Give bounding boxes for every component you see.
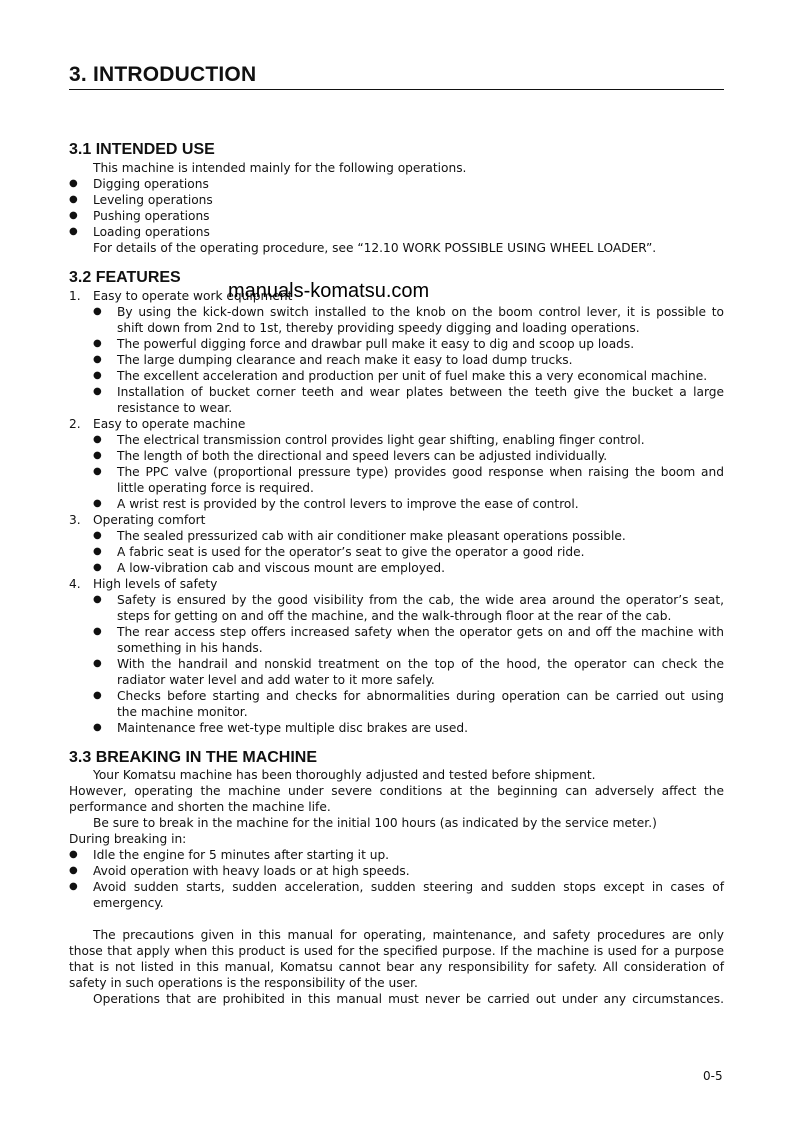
paragraph-line: Be sure to break in the machine for the initial 100 hours (as indicated by the service meter.) xyxy=(93,816,657,830)
paragraph-line: safety in such operations is the responsibility of the user. xyxy=(69,976,418,990)
paragraph-line: However, operating the machine under severe conditions at the beginning can adversely affect the xyxy=(69,784,724,798)
paragraph-line: During breaking in: xyxy=(69,832,187,846)
intended-use-intro: This machine is intended mainly for the following operations. xyxy=(93,161,467,175)
feature-group-label: Easy to operate machine xyxy=(93,417,246,431)
chapter-title: 3. INTRODUCTION xyxy=(69,62,724,90)
paragraph-line: that is not listed in this manual, Komatsu cannot bear any responsibility for safety. All consideration of xyxy=(69,960,724,974)
feature-group-number: 2. xyxy=(69,417,81,431)
feature-item: little operating force is required. xyxy=(117,481,314,495)
list-item: Loading operations xyxy=(93,225,210,239)
feature-item: The electrical transmission control provides light gear shifting, enabling finger control. xyxy=(117,433,645,447)
feature-item: Checks before starting and checks for abnormalities during operation can be carried out using xyxy=(117,689,724,703)
list-item: Avoid sudden starts, sudden acceleration, sudden steering and sudden stops except in cases of xyxy=(93,880,724,894)
intended-use-note: For details of the operating procedure, see “12.10 WORK POSSIBLE USING WHEEL LOADER”. xyxy=(93,241,657,255)
feature-item: Safety is ensured by the good visibility from the cab, the wide area around the operator’s seat, xyxy=(117,593,724,607)
list-item: emergency. xyxy=(93,896,164,910)
paragraph-line: those that apply when this product is used for the specified purpose. If the machine is used for a purpose xyxy=(69,944,724,958)
feature-item: steps for getting on and off the machine, and the walk-through floor at the rear of the cab. xyxy=(117,609,672,623)
bullet-dot: ● xyxy=(93,546,102,557)
feature-group-label: Easy to operate work equipment xyxy=(93,289,293,303)
feature-item: shift down from 2nd to 1st, thereby providing speedy digging and loading operations. xyxy=(117,321,640,335)
list-item: Leveling operations xyxy=(93,193,213,207)
feature-item: The length of both the directional and speed levers can be adjusted individually. xyxy=(117,449,608,463)
bullet-dot: ● xyxy=(93,338,102,349)
feature-item: With the handrail and nonskid treatment on the top of the hood, the operator can check the xyxy=(117,657,724,671)
bullet-dot: ● xyxy=(93,562,102,573)
paragraph-line: Your Komatsu machine has been thoroughly adjusted and tested before shipment. xyxy=(93,768,596,782)
bullet-dot: ● xyxy=(93,690,102,701)
bullet-dot: ● xyxy=(69,226,78,237)
bullet-dot: ● xyxy=(69,865,78,876)
paragraph-line: The precautions given in this manual for operating, maintenance, and safety procedures are only xyxy=(93,928,724,942)
feature-group-label: High levels of safety xyxy=(93,577,218,591)
feature-group-label: Operating comfort xyxy=(93,513,206,527)
list-item: Avoid operation with heavy loads or at high speeds. xyxy=(93,864,410,878)
bullet-dot: ● xyxy=(93,370,102,381)
bullet-dot: ● xyxy=(69,210,78,221)
feature-item: The large dumping clearance and reach make it easy to load dump trucks. xyxy=(117,353,573,367)
feature-item: A low-vibration cab and viscous mount are employed. xyxy=(117,561,446,575)
bullet-dot: ● xyxy=(93,466,102,477)
feature-group-number: 3. xyxy=(69,513,81,527)
bullet-dot: ● xyxy=(93,530,102,541)
feature-item: Installation of bucket corner teeth and wear plates between the teeth give the bucket a large xyxy=(117,385,724,399)
list-item: Idle the engine for 5 minutes after starting it up. xyxy=(93,848,390,862)
feature-item: The rear access step offers increased safety when the operator gets on and off the machine with xyxy=(117,625,724,639)
feature-group-number: 1. xyxy=(69,289,81,303)
feature-item: The powerful digging force and drawbar pull make it easy to dig and scoop up loads. xyxy=(117,337,635,351)
watermark-text: manuals-komatsu.com xyxy=(228,280,430,302)
feature-item: resistance to wear. xyxy=(117,401,233,415)
list-item: Digging operations xyxy=(93,177,209,191)
bullet-dot: ● xyxy=(69,849,78,860)
section-title-intended-use: 3.1 INTENDED USE xyxy=(69,141,215,158)
feature-item: A wrist rest is provided by the control levers to improve the ease of control. xyxy=(117,497,579,511)
feature-item: the machine monitor. xyxy=(117,705,248,719)
feature-group-number: 4. xyxy=(69,577,81,591)
feature-item: The sealed pressurized cab with air conditioner make pleasant operations possible. xyxy=(117,529,626,543)
bullet-dot: ● xyxy=(69,194,78,205)
bullet-dot: ● xyxy=(93,722,102,733)
bullet-dot: ● xyxy=(93,498,102,509)
bullet-dot: ● xyxy=(69,881,78,892)
section-title-breaking-in: 3.3 BREAKING IN THE MACHINE xyxy=(69,749,318,766)
bullet-dot: ● xyxy=(93,658,102,669)
section-title-features: 3.2 FEATURES xyxy=(69,269,181,286)
bullet-dot: ● xyxy=(93,354,102,365)
feature-item: something in his hands. xyxy=(117,641,263,655)
feature-item: The PPC valve (proportional pressure type) provides good response when raising the boom and xyxy=(117,465,724,479)
bullet-dot: ● xyxy=(93,594,102,605)
paragraph-line: performance and shorten the machine life. xyxy=(69,800,331,814)
bullet-dot: ● xyxy=(93,450,102,461)
feature-item: Maintenance free wet-type multiple disc brakes are used. xyxy=(117,721,469,735)
bullet-dot: ● xyxy=(93,306,102,317)
bullet-dot: ● xyxy=(93,434,102,445)
feature-item: By using the kick-down switch installed to the knob on the boom control lever, it is possible to xyxy=(117,305,724,319)
page-number: 0-5 xyxy=(703,1069,723,1083)
feature-item: radiator water level and add water to it more safely. xyxy=(117,673,435,687)
feature-item: A fabric seat is used for the operator’s seat to give the operator a good ride. xyxy=(117,545,585,559)
list-item: Pushing operations xyxy=(93,209,210,223)
bullet-dot: ● xyxy=(93,626,102,637)
paragraph-line: Operations that are prohibited in this manual must never be carried out under any circumstances. xyxy=(93,992,724,1006)
bullet-dot: ● xyxy=(69,178,78,189)
bullet-dot: ● xyxy=(93,386,102,397)
feature-item: The excellent acceleration and production per unit of fuel make this a very economical machine. xyxy=(117,369,708,383)
